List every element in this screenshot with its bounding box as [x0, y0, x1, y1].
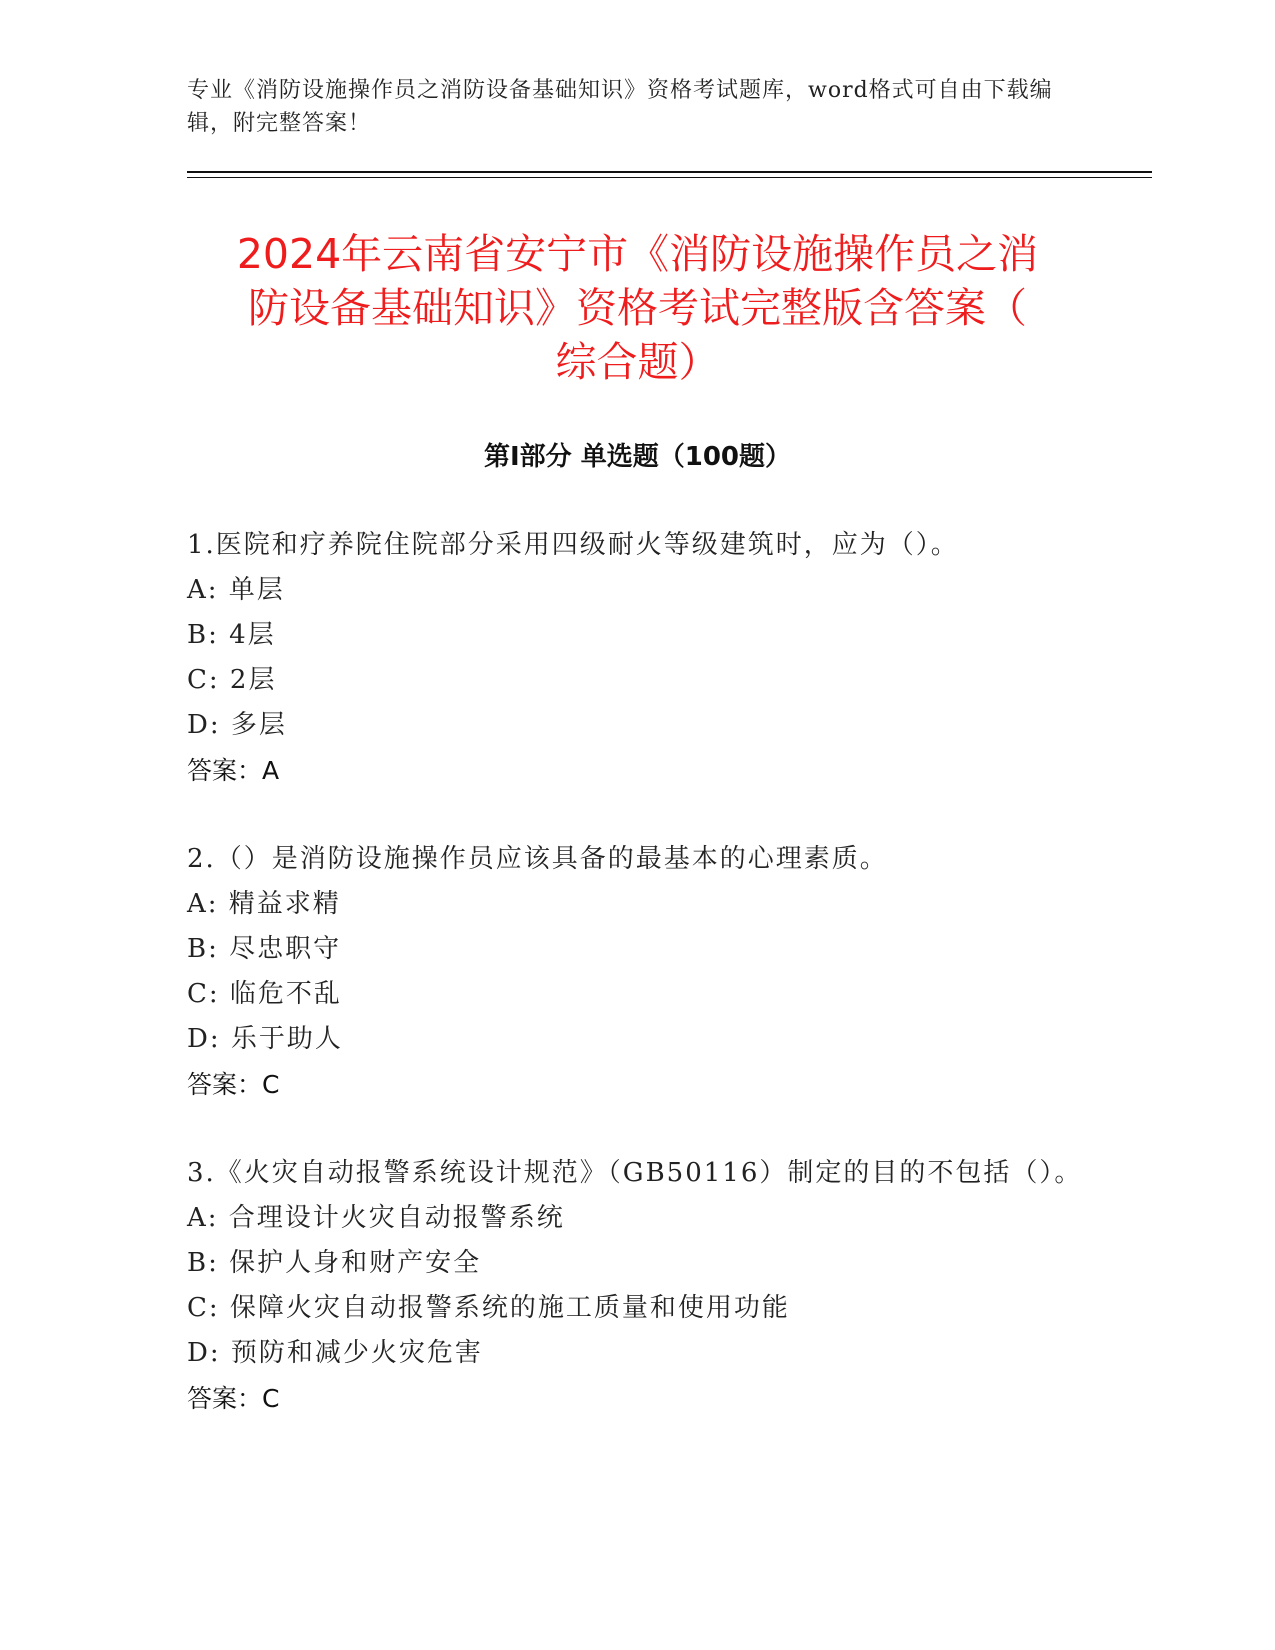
question-1	[187, 522, 1087, 793]
header-note: 专业《消防设施操作员之消防设备基础知识》资格考试题库，word格式可自由下载编辑，附完整答案！	[187, 78, 1053, 136]
option-c: C: 临危不乱	[187, 979, 342, 1009]
option-c: C: 保障火灾自动报警系统的施工质量和使用功能	[187, 1293, 790, 1323]
document-title	[150, 227, 1125, 389]
option-b: B: 保护人身和财产安全	[187, 1248, 482, 1278]
header-rule-thin	[187, 177, 1152, 178]
document-title-line-2: 防设备基础知识》资格考试完整版含答案（	[248, 284, 1027, 332]
option-a: A: 精益求精	[187, 889, 341, 919]
option-a: A: 合理设计火灾自动报警系统	[187, 1203, 565, 1233]
option-d: D: 多层	[187, 710, 287, 740]
question-stem: 3.《火灾自动报警系统设计规范》（GB50116）制定的目的不包括（）。	[187, 1158, 1083, 1188]
answer: 答案：A	[187, 756, 280, 785]
question-2	[187, 836, 1087, 1107]
document-title-line-3: 综合题）	[555, 338, 720, 386]
option-d: D: 预防和减少火灾危害	[187, 1338, 483, 1368]
option-a: A: 单层	[187, 575, 285, 605]
option-d: D: 乐于助人	[187, 1024, 343, 1054]
answer: 答案：C	[187, 1384, 280, 1413]
document-title-line-1: 2024年云南省安宁市《消防设施操作员之消	[236, 230, 1039, 278]
header-rule-thick	[187, 171, 1152, 173]
section-title: 第Ⅰ部分 单选题（100题）	[484, 442, 791, 472]
question-stem: 2.（）是消防设施操作员应该具备的最基本的心理素质。	[187, 844, 888, 874]
question-3	[187, 1150, 1087, 1421]
option-c: C: 2层	[187, 665, 277, 695]
answer: 答案：C	[187, 1070, 280, 1099]
question-stem: 1.医院和疗养院住院部分采用四级耐火等级建筑时，应为（）。	[187, 530, 959, 560]
option-b: B: 尽忠职守	[187, 934, 342, 964]
option-b: B: 4层	[187, 620, 276, 650]
